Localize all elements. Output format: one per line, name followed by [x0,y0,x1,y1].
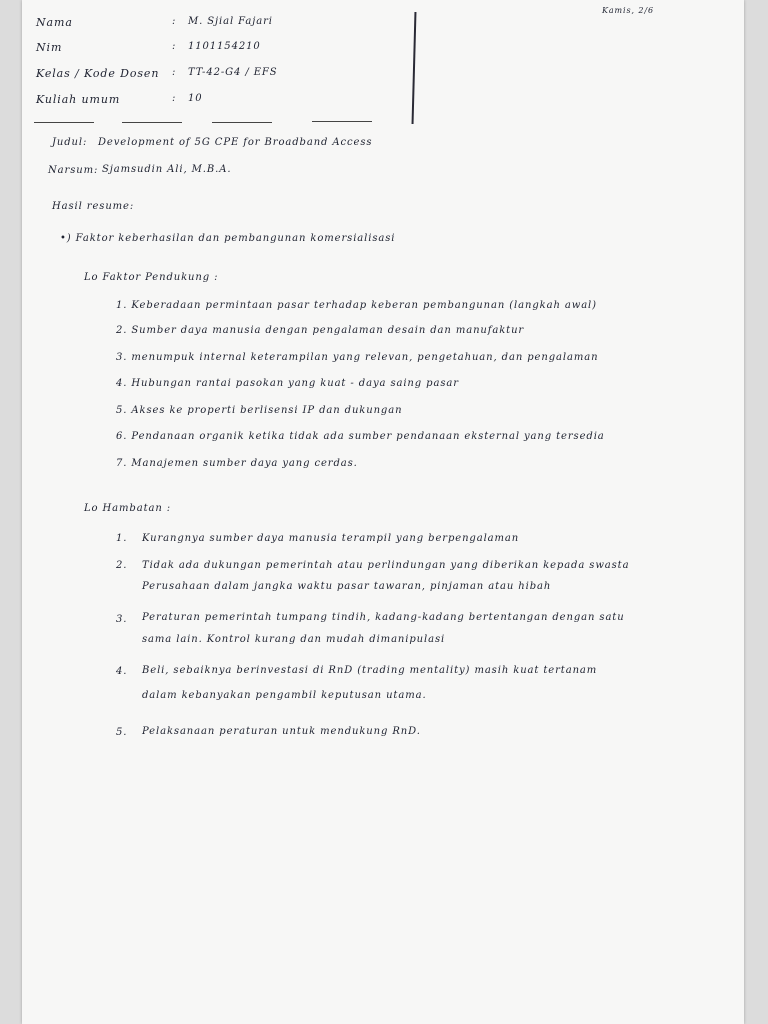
vertical-divider [412,12,417,124]
colon: : [172,16,177,27]
hambatan-line: Perusahaan dalam jangka waktu pasar tawaran, pinjaman atau hibah [142,581,552,592]
nama-value: M. Sjial Fajari [188,16,273,27]
pendukung-item: 7. Manajemen sumber daya yang cerdas. [116,458,358,469]
faktor-heading: •) Faktor keberhasilan dan pembangunan komersialisasi [60,233,396,244]
hasil-label: Hasil resume: [52,201,135,212]
paper-sheet [22,0,744,1024]
hambatan-line: sama lain. Kontrol kurang dan mudah dimanipulasi [142,634,446,645]
pendukung-item: 6. Pendanaan organik ketika tidak ada sumber pendanaan eksternal yang tersedia [116,431,605,442]
pendukung-item: 3. menumpuk internal keterampilan yang relevan, pengetahuan, dan pengalaman [116,352,599,363]
judul-value: Development of 5G CPE for Broadband Access [98,137,373,148]
separator-dash [122,122,182,123]
narsum-value: Sjamsudin Ali, M.B.A. [102,164,232,175]
hambatan-line: Beli, sebaiknya berinvestasi di RnD (trading mentality) masih kuat tertanam [142,665,598,676]
hambatan-line: dalam kebanyakan pengambil keputusan utama. [142,690,427,701]
hambatan-number: 1. [116,533,128,544]
hambatan-number: 3. [116,614,128,625]
kelas-label: Kelas / Kode Dosen [36,67,160,80]
hambatan-line: Peraturan pemerintah tumpang tindih, kadang-kadang bertentangan dengan satu [142,612,625,623]
hambatan-heading: Lo Hambatan : [84,503,172,514]
nim-label: Nim [36,41,63,54]
date-note: Kamis, 2/​6 [602,6,654,15]
kuliah-label: Kuliah umum [36,93,121,106]
separator-dash [212,122,272,123]
colon: : [172,67,177,78]
hambatan-line: Pelaksanaan peraturan untuk mendukung RnD. [142,726,421,737]
colon: : [172,93,177,104]
hambatan-line: Kurangnya sumber daya manusia terampil yang berpengalaman [142,533,520,544]
kelas-value: TT-42-G4 / EFS [188,67,278,78]
nim-value: 1101154210 [188,41,261,52]
kuliah-value: 10 [188,93,203,104]
hambatan-number: 5. [116,727,128,738]
pendukung-heading: Lo Faktor Pendukung : [84,272,219,283]
pendukung-item: 1. Keberadaan permintaan pasar terhadap keberan pembangunan (langkah awal) [116,300,597,311]
hambatan-number: 2. [116,560,128,571]
narsum-label: Narsum: [48,165,99,176]
separator-dash [34,122,94,123]
nama-label: Nama [36,16,73,29]
pendukung-item: 2. Sumber daya manusia dengan pengalaman desain dan manufaktur [116,325,525,336]
hambatan-line: Tidak ada dukungan pemerintah atau perlindungan yang diberikan kepada swasta [142,560,630,571]
separator-dash [312,121,372,122]
pendukung-item: 5. Akses ke properti berlisensi IP dan dukungan [116,405,403,416]
pendukung-item: 4. Hubungan rantai pasokan yang kuat - daya saing pasar [116,378,459,389]
colon: : [172,41,177,52]
hambatan-number: 4. [116,666,128,677]
judul-label: Judul: [52,137,88,148]
